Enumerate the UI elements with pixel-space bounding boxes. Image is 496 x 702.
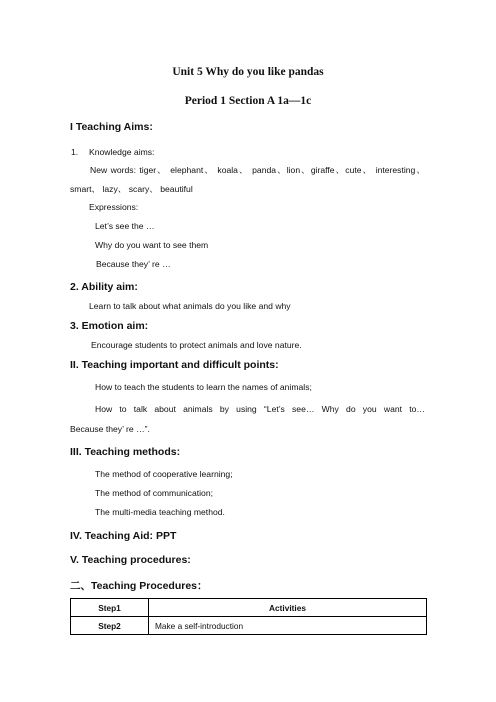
expressions-label: Expressions: (89, 202, 139, 212)
step-cell: Step1 (71, 599, 149, 617)
expression-item: Because they’ re … (96, 259, 171, 269)
activity-cell: Make a self-introduction (149, 617, 427, 635)
emotion-aim-heading: 3. Emotion aim: (70, 320, 149, 332)
important-point: Because they’ re …”. (70, 424, 150, 434)
teaching-method-item: The method of communication; (95, 488, 213, 498)
teaching-procedures-cn-heading: 二、Teaching Procedures： (70, 580, 208, 592)
document-subtitle: Period 1 Section A 1a—1c (184, 95, 312, 107)
important-point: How to teach the students to learn the names of animals; (95, 382, 312, 392)
teaching-method-item: The method of cooperative learning; (95, 469, 233, 479)
list-number: 1. (71, 147, 79, 157)
procedures-table (70, 598, 427, 635)
document-title: Unit 5 Why do you like pandas (172, 66, 324, 78)
teaching-aims-heading: I Teaching Aims: (70, 121, 153, 133)
step-cell: Step2 (71, 617, 149, 635)
important-points-heading: II. Teaching important and difficult points: (70, 359, 279, 371)
important-point: How to talk about animals by using “Let’s see… Why do you want to… (95, 404, 425, 414)
knowledge-aims-label: Knowledge aims: (89, 147, 155, 157)
activity-cell: Activities (149, 599, 427, 617)
teaching-aid-heading: IV. Teaching Aid: PPT (70, 530, 177, 542)
teaching-methods-heading: III. Teaching methods: (70, 446, 181, 458)
table-row (71, 617, 427, 635)
teaching-procedures-heading: V. Teaching procedures: (70, 554, 191, 566)
expression-item: Why do you want to see them (95, 240, 209, 250)
table-row (71, 599, 427, 617)
ability-aim-text: Learn to talk about what animals do you like and why (89, 301, 291, 311)
expression-item: Let’s see the … (95, 221, 155, 231)
teaching-method-item: The multi-media teaching method. (95, 507, 225, 517)
new-words-line: smart、 lazy、 scary、 beautiful (70, 184, 193, 194)
ability-aim-heading: 2. Ability aim: (70, 281, 138, 293)
new-words-line: New words: tiger、 elephant、 koala、 panda、lion、giraffe、cute、 interesting、 (90, 165, 425, 175)
emotion-aim-text: Encourage students to protect animals and love nature. (91, 340, 302, 350)
